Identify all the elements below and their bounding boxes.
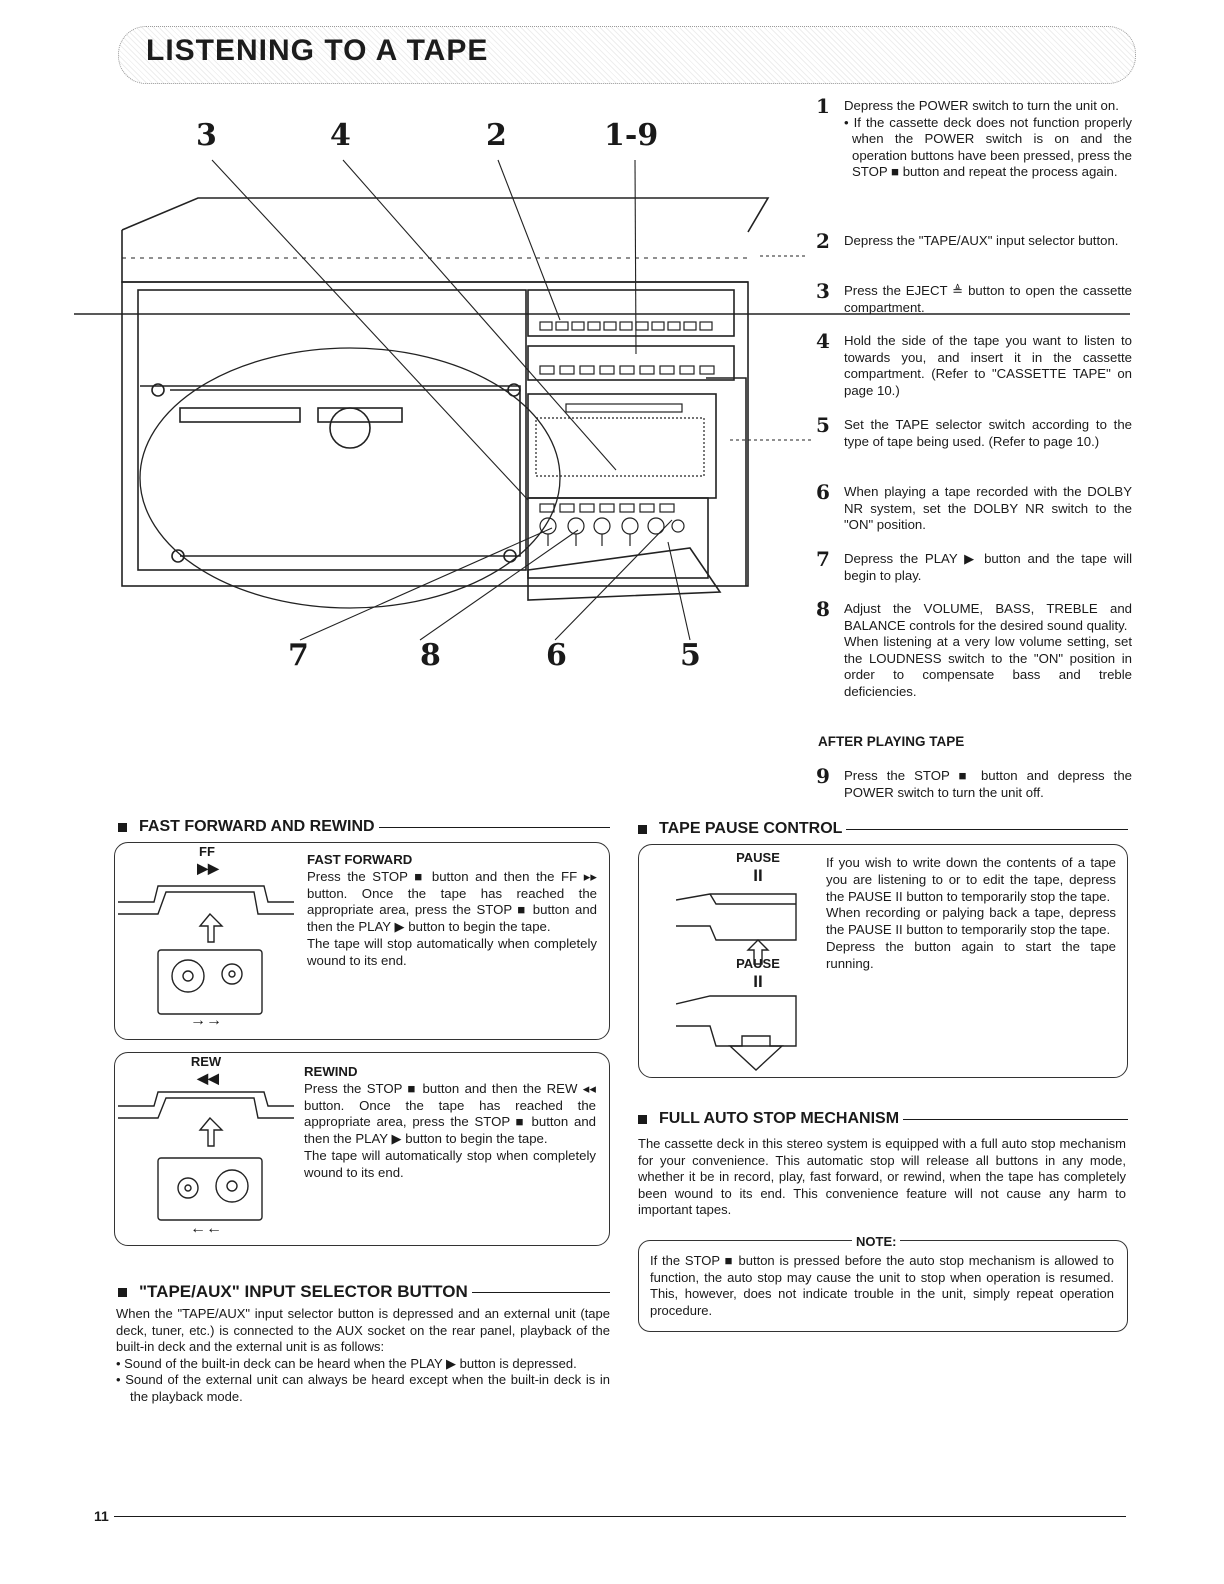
tapeaux-bullet-1: • Sound of the built-in deck can be heard when the PLAY ▶ button is depressed. <box>116 1355 577 1371</box>
pause-label-bottom: PAUSE <box>736 956 780 971</box>
callout-1-9: 1-9 <box>604 118 659 153</box>
note-title: NOTE: <box>852 1234 900 1251</box>
pause-heading <box>638 820 1128 838</box>
pause-heading-text: TAPE PAUSE CONTROL <box>659 820 843 837</box>
step-text: Hold the side of the tape you want to listen to towards you, and insert it in the cassette compartment. (Refer to "CASSETTE TAPE" on page 10.) <box>844 333 1132 398</box>
step-text: Adjust the VOLUME, BASS, TREBLE and BALANCE controls for the desired sound quality. <box>844 601 1132 633</box>
ff-text-2: The tape will stop automatically when completely wound to its end. <box>307 935 597 968</box>
step-4 <box>816 329 1132 399</box>
step-6 <box>816 480 1132 534</box>
ffrew-heading <box>118 818 610 836</box>
step-2 <box>816 229 1132 253</box>
step-text: Depress the "TAPE/AUX" input selector button. <box>844 233 1119 248</box>
rew-direction-arrows: ←← <box>190 1220 222 1237</box>
callout-6: 6 <box>546 638 567 673</box>
step-number: 2 <box>816 229 830 253</box>
step-number: 8 <box>816 597 830 621</box>
callout-7: 7 <box>288 638 309 673</box>
step-note: • If the cassette deck does not function properly when the POWER switch is on and the operation buttons have been pressed, press the STOP ■ button and repeat the process again. <box>844 114 1132 180</box>
step-number: 9 <box>816 764 830 788</box>
step-5 <box>816 413 1132 450</box>
pause-text: If you wish to write down the contents of a tape you are listening to or to edit the tape, depress the PAUSE II button to temporarily stop the tape. <box>826 855 1116 904</box>
rew-title: REWIND <box>304 1064 358 1079</box>
tapeaux-heading <box>118 1282 610 1302</box>
ff-text-block <box>307 852 597 970</box>
step-text: Depress the POWER switch to turn the unit on. <box>844 98 1119 113</box>
step-number: 6 <box>816 480 830 504</box>
ff-text: Press the STOP ■ button and then the FF ▸▸ button. Once the tape has reached the appropriate area, press the STOP ■ button and then the PLAY ▶ button to begin the tape. <box>307 868 597 935</box>
rew-text-block <box>304 1064 596 1182</box>
autostop-heading-text: FULL AUTO STOP MECHANISM <box>659 1110 900 1127</box>
footer-rule <box>114 1516 1126 1517</box>
step-7 <box>816 547 1132 584</box>
step-number: 4 <box>816 329 830 353</box>
pause-text-2: When recording or palying back a tape, depress the PAUSE II button to temporarily stop the tape. <box>826 905 1116 938</box>
rew-symbol: ◀◀ <box>197 1070 219 1086</box>
step-text: Press the EJECT ≜ button to open the cassette compartment. <box>844 283 1132 315</box>
rew-button-illustration <box>118 1084 302 1224</box>
pause-button-illustration <box>676 886 806 1072</box>
step-number: 5 <box>816 413 830 437</box>
page-title: LISTENING TO A TAPE <box>146 34 489 67</box>
ff-label: FF <box>199 844 215 859</box>
step-number: 1 <box>816 94 830 118</box>
rew-text: Press the STOP ■ button and then the REW ◂◂ button. Once the tape has reached the appropriate area, press the STOP ■ button and then the PLAY ▶ button to begin the tape. <box>304 1080 596 1147</box>
callout-4: 4 <box>330 118 351 153</box>
pause-symbol-bottom: II <box>753 972 763 991</box>
rew-label: REW <box>190 1054 222 1069</box>
callout-3: 3 <box>196 118 217 153</box>
tapeaux-bullet-2: • Sound of the external unit can always be heard except when the built-in deck is in the playback mode. <box>116 1372 610 1404</box>
step-8 <box>816 597 1132 701</box>
after-heading: AFTER PLAYING TAPE <box>818 734 965 749</box>
pause-text-3: Depress the button again to start the tape running. <box>826 938 1116 971</box>
ff-symbol: ▶▶ <box>197 860 219 876</box>
autostop-text: The cassette deck in this stereo system is equipped with a full auto stop mechanism for your convenience. This automatic stop will release all buttons in any mode, whether it be in record, play, fast forward, or rewind, when the tape has completely been wound to its end. This convenience feature will not cause any harm to important tapes. <box>638 1136 1126 1218</box>
tapeaux-text: When the "TAPE/AUX" input selector button is depressed and an external unit (tape deck, tuner, etc.) is connected to the AUX socket on the rear panel, playback of the built-in deck and the external unit is as follows: <box>116 1306 610 1355</box>
ff-button-illustration <box>118 876 302 1032</box>
pause-text-block <box>826 855 1116 973</box>
step-text: Set the TAPE selector switch according to the type of tape being used. (Refer to page 10.) <box>844 417 1132 449</box>
step-text: When playing a tape recorded with the DOLBY NR system, set the DOLBY NR switch to the "ON" position. <box>844 484 1132 533</box>
pause-symbol-top: II <box>753 866 763 885</box>
page-number: 11 <box>94 1508 109 1524</box>
ffrew-heading-text: FAST FORWARD AND REWIND <box>139 818 375 835</box>
step-9 <box>816 764 1132 801</box>
callout-5: 5 <box>680 638 701 673</box>
step-1 <box>816 94 1132 181</box>
ff-title: FAST FORWARD <box>307 852 413 867</box>
ff-direction-arrows: →→ <box>190 1012 222 1029</box>
step-3 <box>816 279 1132 316</box>
step-text: Depress the PLAY ▶ button and the tape will begin to play. <box>844 551 1132 583</box>
autostop-heading <box>638 1110 1128 1128</box>
callout-2: 2 <box>486 118 507 153</box>
tapeaux-text-block <box>116 1306 610 1406</box>
step-number: 3 <box>816 279 830 303</box>
step-extra: When listening at a very low volume setting, set the LOUDNESS switch to the "ON" position in order to compensate bass and treble deficiencies. <box>844 634 1132 699</box>
rew-text-2: The tape will automatically stop when completely wound to its end. <box>304 1147 596 1180</box>
pause-label-top: PAUSE <box>736 850 780 865</box>
note-text: If the STOP ■ button is pressed before the auto stop mechanism is allowed to function, the auto stop may cause the unit to stop when operation is resumed. This, however, does not indicate trouble in the unit, simply repeat operation procedure. <box>650 1253 1114 1318</box>
callout-8: 8 <box>420 638 441 673</box>
step-text: Press the STOP ■ button and depress the POWER switch to turn the unit off. <box>844 768 1132 800</box>
tapeaux-heading-text: "TAPE/AUX" INPUT SELECTOR BUTTON <box>139 1282 468 1301</box>
step-number: 7 <box>816 547 830 571</box>
